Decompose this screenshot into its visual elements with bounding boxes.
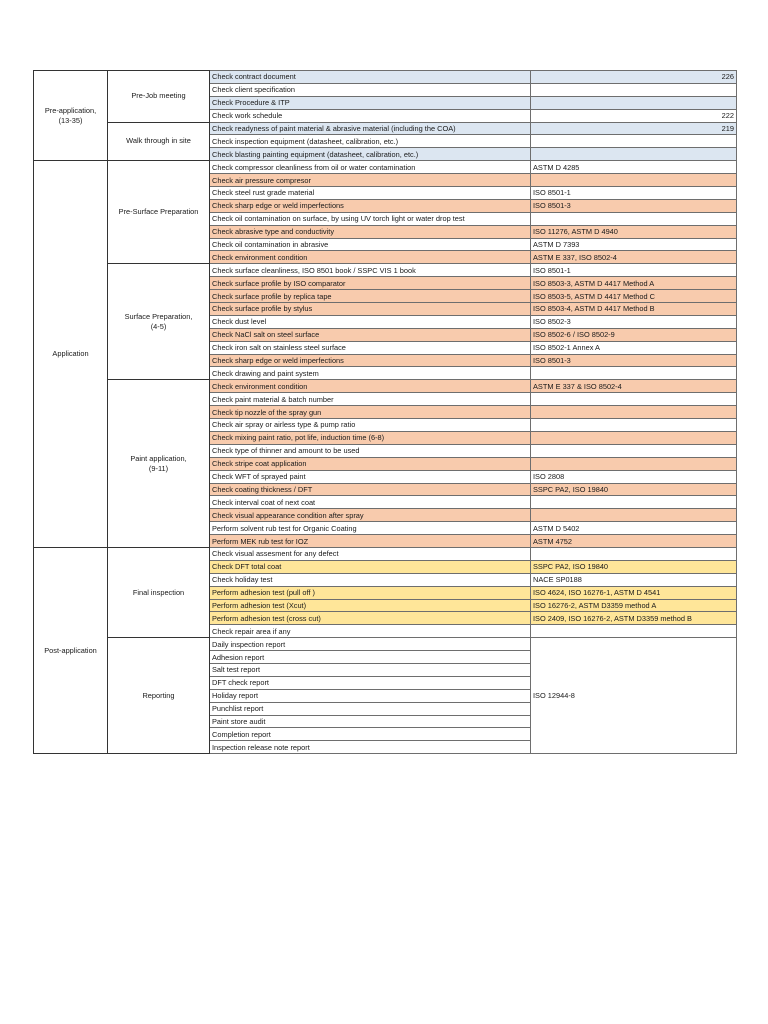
reference-cell: ASTM 4752 — [531, 535, 737, 548]
reference-cell — [531, 431, 737, 444]
task-cell: Paint store audit — [210, 715, 531, 728]
task-cell: Check client specification — [210, 83, 531, 96]
task-cell: Check drawing and paint system — [210, 367, 531, 380]
task-cell: Check type of thinner and amount to be used — [210, 444, 531, 457]
task-cell: Perform adhesion test (Xcut) — [210, 599, 531, 612]
task-cell: Check contract document — [210, 71, 531, 84]
task-cell: Check blasting painting equipment (datasheet, calibration, etc.) — [210, 148, 531, 161]
table-row — [34, 638, 737, 651]
reference-cell: ISO 8503-4, ASTM D 4417 Method B — [531, 303, 737, 316]
reference-cell: ISO 2409, ISO 16276-2, ASTM D3359 method B — [531, 612, 737, 625]
table-row — [34, 71, 737, 84]
task-cell: Check paint material & batch number — [210, 393, 531, 406]
stage-cell: Surface Preparation, (4-5) — [108, 264, 210, 380]
reference-cell: NACE SP0188 — [531, 573, 737, 586]
reference-cell: ASTM E 337 & ISO 8502-4 — [531, 380, 737, 393]
reference-cell — [531, 212, 737, 225]
task-cell: Check readyness of paint material & abrasive material (including the COA) — [210, 122, 531, 135]
task-cell: Holiday report — [210, 689, 531, 702]
reference-cell: ASTM E 337, ISO 8502-4 — [531, 251, 737, 264]
task-cell: Inspection release note report — [210, 741, 531, 754]
reference-cell: ISO 12944-8 — [531, 638, 737, 754]
reference-cell — [531, 135, 737, 148]
task-cell: Check work schedule — [210, 109, 531, 122]
task-cell: Check surface cleanliness, ISO 8501 book / SSPC VIS 1 book — [210, 264, 531, 277]
count-cell: 219 — [531, 122, 737, 135]
reference-cell — [531, 496, 737, 509]
table-row — [34, 547, 737, 560]
task-cell: Check DFT total coat — [210, 560, 531, 573]
task-cell: Check surface profile by stylus — [210, 303, 531, 316]
task-cell: Salt test report — [210, 663, 531, 676]
reference-cell — [531, 625, 737, 638]
reference-cell: ASTM D 7393 — [531, 238, 737, 251]
reference-cell — [531, 444, 737, 457]
task-cell: Check mixing paint ratio, pot life, induction time (6-8) — [210, 431, 531, 444]
table-row — [34, 122, 737, 135]
stage-cell: Pre-Surface Preparation — [108, 161, 210, 264]
task-cell: Check iron salt on stainless steel surface — [210, 341, 531, 354]
task-cell: Check oil contamination on surface, by using UV torch light or water drop test — [210, 212, 531, 225]
reference-cell — [531, 509, 737, 522]
reference-cell — [531, 419, 737, 432]
task-cell: Check coating thickness / DFT — [210, 483, 531, 496]
task-cell: Check holiday test — [210, 573, 531, 586]
task-cell: Adhesion report — [210, 651, 531, 664]
table-row — [34, 380, 737, 393]
task-cell: Check surface profile by replica tape — [210, 290, 531, 303]
task-cell: Check surface profile by ISO comparator — [210, 277, 531, 290]
reference-cell — [531, 393, 737, 406]
task-cell: Check Procedure & ITP — [210, 96, 531, 109]
task-cell: Check inspection equipment (datasheet, calibration, etc.) — [210, 135, 531, 148]
task-cell: Check environment condition — [210, 251, 531, 264]
task-cell: Check NaCl salt on steel surface — [210, 328, 531, 341]
task-cell: Check steel rust grade material — [210, 187, 531, 200]
reference-cell — [531, 83, 737, 96]
task-cell: DFT check report — [210, 676, 531, 689]
reference-cell: ISO 11276, ASTM D 4940 — [531, 225, 737, 238]
phase-cell: Application — [34, 161, 108, 548]
stage-cell: Final inspection — [108, 547, 210, 637]
task-cell: Perform adhesion test (cross cut) — [210, 612, 531, 625]
reference-cell: SSPC PA2, ISO 19840 — [531, 483, 737, 496]
task-cell: Check stripe coat application — [210, 457, 531, 470]
count-cell: 222 — [531, 109, 737, 122]
task-cell: Perform MEK rub test for IOZ — [210, 535, 531, 548]
reference-cell: ISO 8502-6 / ISO 8502-9 — [531, 328, 737, 341]
task-cell: Check sharp edge or weld imperfections — [210, 199, 531, 212]
reference-cell: ISO 8501-1 — [531, 264, 737, 277]
task-cell: Check repair area if any — [210, 625, 531, 638]
reference-cell: ISO 8502-1 Annex A — [531, 341, 737, 354]
task-cell: Check abrasive type and conductivity — [210, 225, 531, 238]
task-cell: Check air pressure compresor — [210, 174, 531, 187]
reference-cell: ISO 8502-3 — [531, 315, 737, 328]
count-cell: 226 — [531, 71, 737, 84]
reference-cell: ASTM D 5402 — [531, 522, 737, 535]
reference-cell: ISO 8501-3 — [531, 199, 737, 212]
reference-cell: ASTM D 4285 — [531, 161, 737, 174]
task-cell: Check compressor cleanliness from oil or water contamination — [210, 161, 531, 174]
reference-cell: ISO 8501-1 — [531, 187, 737, 200]
task-cell: Perform adhesion test (pull off ) — [210, 586, 531, 599]
reference-cell — [531, 547, 737, 560]
reference-cell: ISO 8501-3 — [531, 354, 737, 367]
checklist-body — [34, 71, 737, 754]
table-row — [34, 161, 737, 174]
reference-cell: ISO 4624, ISO 16276-1, ASTM D 4541 — [531, 586, 737, 599]
inspection-checklist-table — [33, 70, 737, 754]
stage-cell: Walk through in site — [108, 122, 210, 161]
task-cell: Check interval coat of next coat — [210, 496, 531, 509]
task-cell: Check dust level — [210, 315, 531, 328]
stage-cell: Reporting — [108, 638, 210, 754]
table-row — [34, 264, 737, 277]
task-cell: Perform solvent rub test for Organic Coating — [210, 522, 531, 535]
phase-cell: Post-application — [34, 547, 108, 753]
stage-cell: Paint application, (9-11) — [108, 380, 210, 548]
reference-cell — [531, 148, 737, 161]
task-cell: Check tip nozzle of the spray gun — [210, 406, 531, 419]
task-cell: Daily inspection report — [210, 638, 531, 651]
task-cell: Check visual appearance condition after spray — [210, 509, 531, 522]
reference-cell: ISO 2808 — [531, 470, 737, 483]
reference-cell — [531, 96, 737, 109]
reference-cell — [531, 457, 737, 470]
phase-cell: Pre-application, (13-35) — [34, 71, 108, 161]
task-cell: Check visual assesment for any defect — [210, 547, 531, 560]
reference-cell — [531, 367, 737, 380]
task-cell: Check air spray or airless type & pump ratio — [210, 419, 531, 432]
task-cell: Punchlist report — [210, 702, 531, 715]
reference-cell: ISO 8503-5, ASTM D 4417 Method C — [531, 290, 737, 303]
task-cell: Check sharp edge or weld imperfections — [210, 354, 531, 367]
reference-cell — [531, 406, 737, 419]
reference-cell: SSPC PA2, ISO 19840 — [531, 560, 737, 573]
task-cell: Completion report — [210, 728, 531, 741]
reference-cell: ISO 8503-3, ASTM D 4417 Method A — [531, 277, 737, 290]
stage-cell: Pre-Job meeting — [108, 71, 210, 123]
reference-cell: ISO 16276-2, ASTM D3359 method A — [531, 599, 737, 612]
task-cell: Check WFT of sprayed paint — [210, 470, 531, 483]
reference-cell — [531, 174, 737, 187]
task-cell: Check oil contamination in abrasive — [210, 238, 531, 251]
task-cell: Check environment condition — [210, 380, 531, 393]
